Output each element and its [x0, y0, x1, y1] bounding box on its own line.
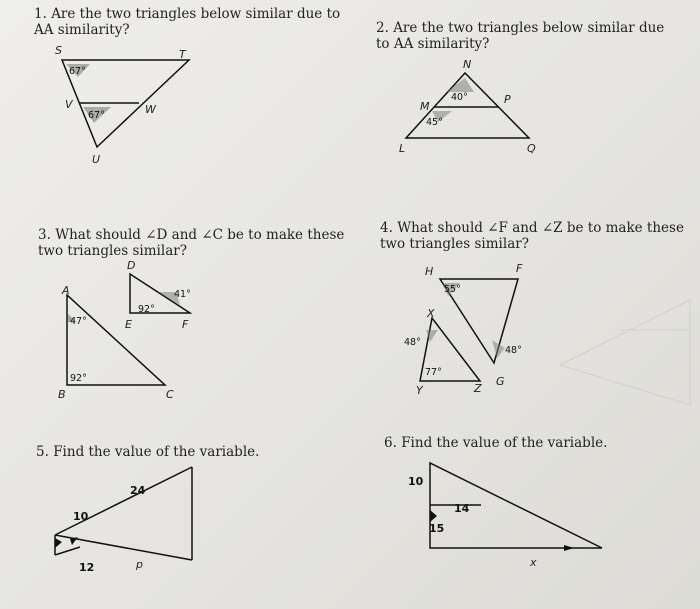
fig3-label-b: B — [58, 388, 66, 401]
question-2-text: Are the two triangles below similar due to AA similarity? — [376, 20, 665, 52]
fig4-angle-h: 55° — [444, 284, 461, 295]
fig1-angle-v: 67° — [88, 110, 105, 121]
fig4-label-y: Y — [416, 384, 423, 397]
question-1-number: 1. — [34, 6, 47, 22]
fig1-angle-s: 67° — [69, 66, 86, 77]
fig1-label-u: U — [92, 153, 101, 166]
fig1-label-v: V — [65, 98, 73, 111]
fig3-angle-a: 47° — [70, 316, 87, 327]
fig4-label-h: H — [425, 265, 434, 278]
question-6-text: Find the value of the variable. — [401, 435, 608, 451]
fig3-label-e: E — [125, 318, 132, 331]
fig4-angle-y: 77° — [425, 367, 442, 378]
faint-bleedthrough — [560, 300, 690, 405]
fig5-label-bottom: 12 — [79, 561, 95, 574]
fig2-angle-n-shade — [446, 78, 474, 92]
question-4-number: 4. — [380, 220, 393, 236]
fig4-label-g: G — [496, 375, 505, 388]
fig5-line-top — [55, 467, 192, 535]
figure-6 — [408, 463, 602, 569]
fig6-arrow-mark-2 — [564, 545, 574, 551]
figure-1 — [55, 44, 189, 166]
fig5-line-short — [55, 547, 80, 555]
question-5-text: Find the value of the variable. — [53, 444, 260, 460]
fig3-label-d: D — [127, 259, 136, 272]
fig3-label-c: C — [166, 388, 174, 401]
question-1-text: Are the two triangles below similar due to AA similarity? — [34, 6, 341, 38]
question-2-number: 2. — [376, 20, 389, 36]
fig4-angle-g-shade — [492, 340, 505, 358]
fig6-label-mid: 14 — [454, 502, 470, 515]
fig5-label-var: p — [136, 558, 143, 571]
question-6-number: 6. — [384, 435, 397, 451]
fig5-label-left: 10 — [73, 510, 89, 523]
figure-4 — [404, 262, 523, 397]
fig2-label-m: M — [420, 100, 430, 113]
fig1-label-w: W — [145, 103, 156, 116]
figure-2 — [399, 58, 536, 155]
question-4-text: What should ∠F and ∠Z be to make these two triangles similar? — [380, 220, 684, 252]
fig4-label-x: X — [427, 307, 435, 320]
question-5-number: 5. — [36, 444, 49, 460]
fig4-angle-g: 48° — [505, 345, 522, 356]
fig6-label-var: x — [530, 556, 537, 569]
fig2-label-q: Q — [527, 142, 536, 155]
fig2-label-p: P — [504, 93, 511, 106]
fig3-angle-d: 92° — [138, 304, 155, 315]
figure-3 — [58, 259, 191, 401]
fig5-arrow-mark-1 — [55, 538, 62, 548]
fig3-label-f: F — [182, 318, 189, 331]
fig5-label-top: 24 — [130, 484, 146, 497]
fig6-label-left: 15 — [429, 522, 445, 535]
fig3-angle-b: 92° — [70, 373, 87, 384]
fig4-angle-x: 48° — [404, 337, 421, 348]
fig2-label-n: N — [463, 58, 472, 71]
fig6-label-top: 10 — [408, 475, 424, 488]
fig4-label-f: F — [516, 262, 523, 275]
question-3-number: 3. — [38, 227, 51, 243]
fig1-label-t: T — [179, 48, 186, 61]
fig2-angle-n: 40° — [451, 92, 468, 103]
fig2-label-l: L — [399, 142, 406, 155]
fig6-arrow-mark-1 — [430, 510, 437, 522]
fig3-label-a: A — [62, 284, 70, 297]
fig4-label-z: Z — [474, 382, 482, 395]
fig3-angle-f: 41° — [174, 289, 191, 300]
question-3-text: What should ∠D and ∠C be to make these two triangles similar? — [38, 227, 345, 259]
fig1-label-s: S — [55, 44, 62, 57]
figure-5 — [55, 467, 192, 574]
fig2-angle-m: 45° — [426, 117, 443, 128]
